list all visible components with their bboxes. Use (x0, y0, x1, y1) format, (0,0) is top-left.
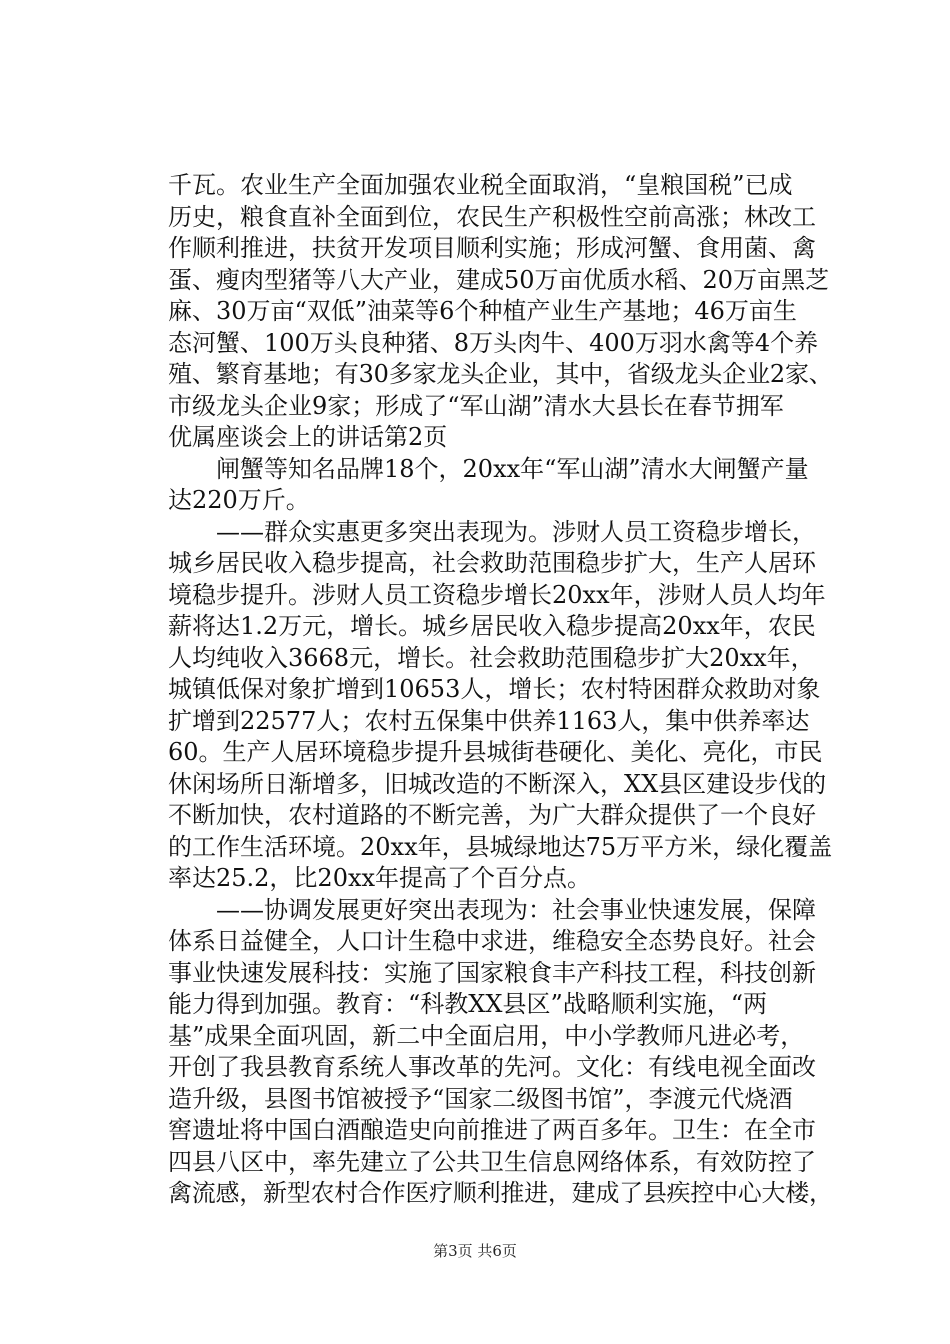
text-line: 体系日益健全，人口计生稳中求进，维稳安全态势良好。社会 (168, 927, 816, 955)
text-line: 四县八区中，率先建立了公共卫生信息网络体系，有效防控了 (168, 1147, 816, 1176)
text-line: 历史，粮食直补全面到位，农民生产积极性空前高涨；林改工 (168, 202, 816, 231)
text-line: 态河蟹、100万头良种猪、8万头肉牛、400万羽水禽等4个养 (168, 328, 819, 357)
text-line: 开创了我县教育系统人事改革的先河。文化：有线电视全面改 (168, 1053, 816, 1081)
text-line: 禽流感，新型农村合作医疗顺利推进，建成了县疾控中心大楼， (168, 1179, 833, 1207)
text-line: 率达25.2，比20xx年提高了个百分点。 (168, 864, 592, 892)
text-line: 基”成果全面巩固，新二中全面启用，中小学教师凡进必考， (168, 1021, 805, 1050)
text-line: 事业快速发展科技：实施了国家粮食丰产科技工程，科技创新 (168, 958, 816, 987)
text-line: 不断加快，农村道路的不断完善，为广大群众提供了一个良好 (168, 801, 816, 829)
text-line: 扩增到22577人；农村五保集中供养1163人，集中供养率达 (168, 706, 810, 735)
text-line: 千瓦。农业生产全面加强农业税全面取消，“皇粮国税”已成 (168, 171, 793, 199)
text-line: 薪将达1.2万元，增长。城乡居民收入稳步提高20xx年，农民 (168, 612, 816, 640)
text-line: 窖遗址将中国白酒酿造史向前推进了两百多年。卫生：在全市 (168, 1116, 816, 1144)
text-line: 达220万斤。 (168, 486, 310, 514)
text-line: 殖、繁育基地；有30多家龙头企业，其中，省级龙头企业2家、 (168, 360, 833, 388)
text-line: 造升级，县图书馆被授予“国家二级图书馆”，李渡元代烧酒 (168, 1084, 793, 1113)
text-line: 境稳步提升。涉财人员工资稳步增长20xx年，涉财人员人均年 (168, 580, 826, 609)
text-line: ——群众实惠更多突出表现为。涉财人员工资稳步增长， (168, 517, 816, 546)
text-line: 城乡居民收入稳步提高，社会救助范围稳步扩大，生产人居环 (168, 549, 816, 577)
text-line: 闸蟹等知名品牌18个，20xx年“军山湖”清水大闸蟹产量 (168, 454, 809, 483)
text-line: 人均纯收入3668元，增长。社会救助范围稳步扩大20xx年， (168, 643, 815, 672)
document-body (168, 170, 833, 1210)
text-line: 麻、30万亩“双低”油菜等6个种植产业生产基地；46万亩生 (168, 297, 797, 325)
text-line: 市级龙头企业9家；形成了“军山湖”清水大县长在春节拥军 (168, 391, 784, 420)
text-line: 蛋、瘦肉型猪等八大产业，建成50万亩优质水稻、20万亩黑芝 (168, 265, 830, 294)
text-line: 优属座谈会上的讲话第2页 (168, 423, 448, 451)
text-line: 60。生产人居环境稳步提升县城街巷硬化、美化、亮化，市民 (168, 738, 823, 766)
page-footer: 第3页 共6页 (433, 1242, 517, 1260)
text-line: 能力得到加强。教育：“科教XX县区”战略顺利实施，“两 (168, 990, 767, 1018)
text-line: 城镇低保对象扩增到10653人，增长；农村特困群众救助对象 (168, 675, 821, 703)
text-line: 休闲场所日渐增多，旧城改造的不断深入，XX县区建设步伐的 (168, 769, 827, 798)
text-line: 的工作生活环境。20xx年，县城绿地达75万平方米，绿化覆盖 (168, 832, 833, 861)
text-line: ——协调发展更好突出表现为：社会事业快速发展，保障 (168, 895, 816, 924)
text-line: 作顺利推进，扶贫开发项目顺利实施；形成河蟹、食用菌、禽 (168, 234, 816, 262)
